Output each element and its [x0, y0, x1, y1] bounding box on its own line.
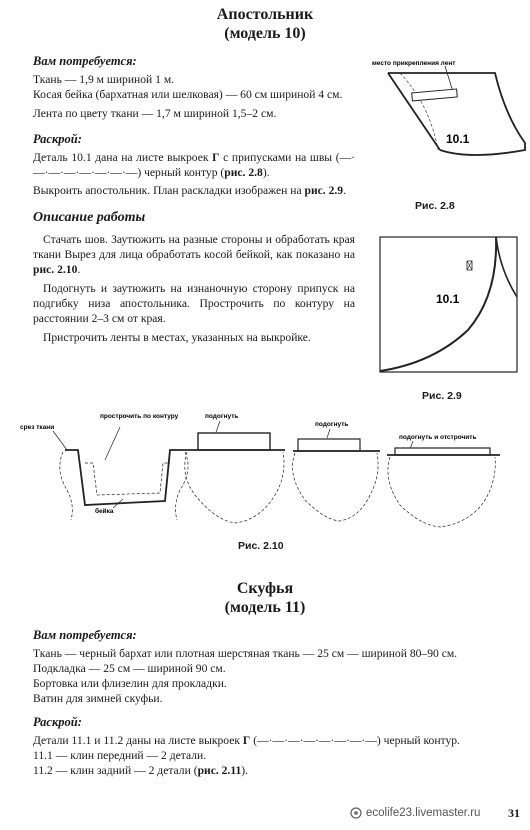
fig210-label-binding: бейка	[95, 508, 114, 515]
needs-heading-2: Вам потребуется:	[33, 628, 137, 642]
section-model: (модель 10)	[224, 25, 306, 42]
cut-line: Детали 11.1 и 11.2 даны на листе выкроек Г (—·—·—·—·—·—·—·—) черный контур.	[33, 734, 460, 747]
section2-model: (модель 11)	[224, 599, 306, 616]
needs-item: Лента по цвету ткани — 1,7 м шириной 1,5–2 см.	[33, 107, 277, 120]
cut-paragraph: Выкроить апостольник. План раскладки изображен на рис. 2.9.	[33, 184, 346, 197]
fig29-caption: Рис. 2.9	[422, 390, 462, 402]
needs-heading: Вам потребуется:	[33, 54, 137, 68]
figure-2-10	[15, 405, 515, 535]
fig210-label-fold-stitch: подогнуть и отстрочить	[399, 434, 477, 441]
fig29-piece-label: 10.1	[436, 292, 460, 306]
section1-text	[33, 54, 355, 345]
cut-heading-2: Раскрой:	[33, 715, 82, 729]
watermark: ecolife23.livemaster.ru	[350, 807, 480, 819]
work-paragraph: Подогнуть и заутюжить на изнаночную сторону припуск на подгибку низа апостольника. Прострочить по контуру на расстоянии 2–3 см от края.	[33, 282, 355, 325]
fig210-caption: Рис. 2.10	[238, 540, 284, 552]
cut-line: 11.1 — клин передний — 2 детали.	[33, 749, 207, 762]
needs-item: Ткань — 1,9 м шириной 1 м.	[33, 73, 175, 86]
cut-paragraph: Деталь 10.1 дана на листе выкроек Г с припусками на швы (—·—·—·—·—·—·—·—) черный контур (рис. 2.8).	[33, 151, 356, 179]
work-paragraph: Пристрочить ленты в местах, указанных на выкройке.	[43, 331, 311, 344]
fig210-label-stitch: прострочить по контуру	[100, 413, 179, 420]
fig28-caption: Рис. 2.8	[415, 200, 455, 212]
fig28-label-ties: место прикрепления лент	[372, 60, 456, 67]
fig210-label-fold-2: подогнуть	[315, 421, 349, 428]
needs-item-2: Подкладка — 25 см — шириной 90 см.	[33, 662, 226, 675]
figure-2-8	[360, 55, 520, 200]
needs-item: Косая бейка (бархатная или шелковая) — 60 см шириной 4 см.	[33, 88, 343, 101]
fig28-piece-label: 10.1	[446, 132, 470, 146]
cut-heading: Раскрой:	[33, 132, 82, 146]
page-number: 31	[508, 806, 520, 820]
fig210-label-fold: подогнуть	[205, 413, 239, 420]
needs-item-2: Бортовка или флизелин для прокладки.	[33, 677, 227, 690]
cut-line: 11.2 — клин задний — 2 детали (рис. 2.11).	[33, 764, 249, 777]
work-paragraph: Стачать шов. Заутюжить на разные стороны и обработать края ткани Вырез для лица обработать косой бейкой, как показано на рис. 2.10.	[33, 233, 355, 276]
needs-item-2: Ватин для зимней скуфьи.	[33, 692, 163, 705]
fig210-label-edge: срез ткани	[20, 424, 55, 431]
section-title: Апостольник	[216, 6, 314, 23]
section2-title: Скуфья	[236, 580, 294, 597]
section2-text	[33, 628, 523, 778]
figure-2-9	[378, 235, 523, 380]
needs-item-2: Ткань — черный бархат или плотная шерстяная ткань — 25 см — шириной 80–90 см.	[33, 647, 458, 660]
livemaster-logo-icon	[350, 807, 362, 819]
work-heading: Описание работы	[33, 210, 146, 225]
